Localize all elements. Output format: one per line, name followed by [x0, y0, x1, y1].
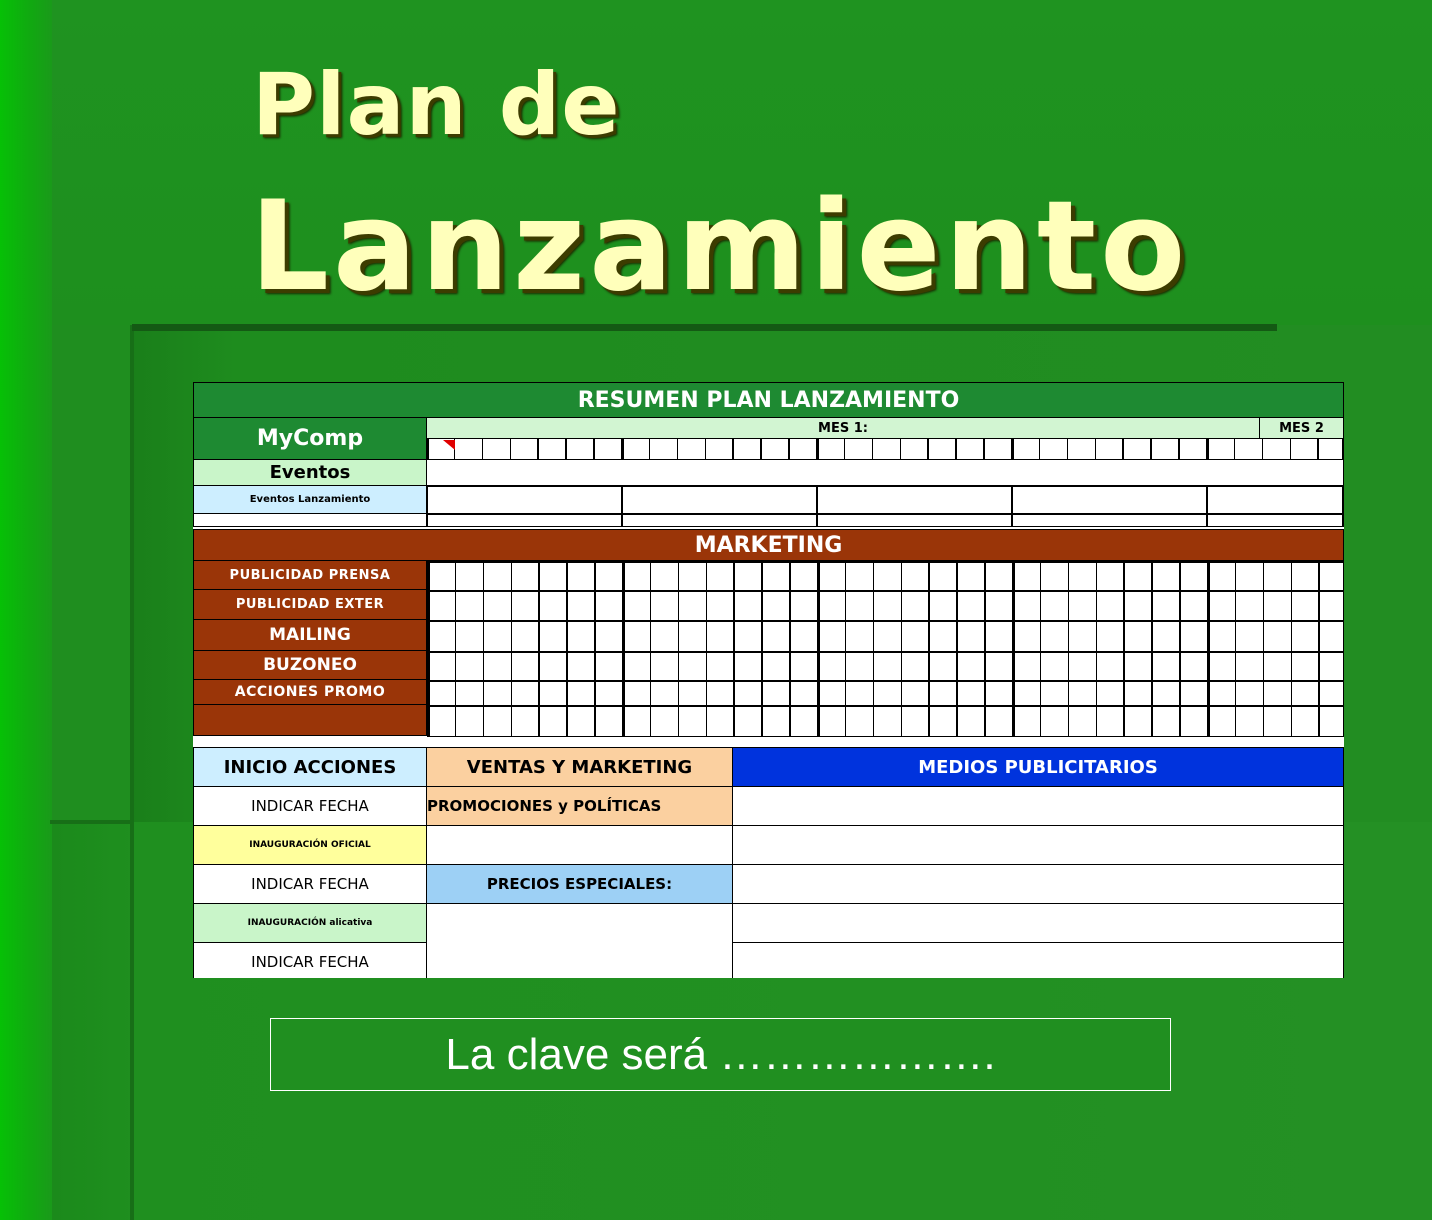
grid-line	[789, 561, 791, 737]
ventas-marketing-label: VENTAS Y MARKETING	[426, 747, 733, 787]
grid-line	[565, 438, 567, 460]
grid-line	[928, 561, 930, 737]
month2-label: MES 2	[1259, 417, 1344, 439]
medios-row	[732, 786, 1344, 826]
indicar-fecha-1: INDICAR FECHA	[193, 786, 427, 826]
promociones-label: PROMOCIONES y POLÍTICAS	[426, 786, 733, 826]
indicar-fecha-2: INDICAR FECHA	[193, 864, 427, 904]
title-underline	[132, 324, 1277, 331]
grid-line	[650, 561, 652, 737]
background-left-strip	[0, 0, 52, 1220]
medios-publicitarios-header: MEDIOS PUBLICITARIOS	[732, 747, 1344, 787]
grid-line	[426, 485, 428, 514]
grid-line	[677, 438, 679, 460]
grid-line	[1342, 438, 1344, 460]
grid-line	[900, 438, 902, 460]
grid-line	[817, 561, 820, 737]
grid-line	[1179, 561, 1181, 737]
grid-line	[816, 513, 818, 527]
marketing-row-label	[193, 704, 427, 736]
precios-especiales-label: PRECIOS ESPECIALES:	[426, 864, 733, 904]
grid-line	[788, 438, 790, 460]
grid-line	[1291, 561, 1293, 737]
grid-line	[1012, 561, 1015, 737]
grid-line	[705, 438, 707, 460]
spacer-cell	[193, 513, 427, 527]
grid-line	[426, 513, 428, 527]
grid-line	[1342, 513, 1344, 527]
grid-line	[649, 438, 651, 460]
grid-line	[537, 438, 539, 460]
grid-line	[1178, 438, 1180, 460]
marketing-row-label: PUBLICIDAD PRENSA	[193, 560, 427, 590]
slide-title-line2: Lanzamiento	[250, 175, 1190, 319]
grid-line	[927, 438, 929, 460]
events-row	[426, 459, 1344, 486]
grid-line	[1290, 438, 1292, 460]
marketing-row-label: MAILING	[193, 619, 427, 651]
grid-line	[566, 561, 568, 737]
grid-line	[1150, 438, 1152, 460]
caption-box	[270, 1018, 1171, 1091]
grid-line	[1317, 438, 1319, 460]
medios-row	[732, 942, 1344, 978]
grid-line	[1263, 561, 1265, 737]
grid-line	[1151, 561, 1153, 737]
grid-line	[1342, 485, 1344, 514]
indicar-fecha-3: INDICAR FECHA	[193, 942, 427, 978]
grid-line	[1068, 561, 1070, 737]
caption-text: La clave será ……………….	[445, 1029, 996, 1079]
grid-line	[1206, 485, 1208, 514]
grid-line	[1207, 561, 1210, 737]
grid-line	[455, 561, 457, 737]
ventas-empty-cell	[426, 825, 733, 865]
inauguracion-alternativa-label: INAUGURACIÓN alicativa	[193, 903, 427, 943]
grid-line	[621, 485, 623, 514]
inicio-acciones-label: INICIO ACCIONES	[193, 747, 427, 787]
grid-line	[1039, 438, 1041, 460]
grid-line	[1123, 561, 1125, 737]
grid-line	[956, 561, 958, 737]
grid-line	[1011, 485, 1013, 514]
grid-line	[1122, 438, 1124, 460]
grid-line	[427, 561, 430, 737]
marketing-row-label: BUZONEO	[193, 650, 427, 680]
grid-line	[732, 438, 734, 460]
grid-line	[426, 438, 429, 460]
grid-line	[1095, 438, 1097, 460]
grid-line	[984, 561, 986, 737]
grid-line	[1206, 438, 1209, 460]
grid-line	[1011, 438, 1014, 460]
events-launch-label: Eventos Lanzamiento	[193, 485, 427, 514]
slide-title-line1: Plan de	[252, 55, 621, 155]
inauguracion-oficial-label: INAUGURACIÓN OFICIAL	[193, 825, 427, 865]
grid-line	[816, 485, 818, 514]
grid-line	[844, 438, 846, 460]
grid-line	[678, 561, 680, 737]
grid-line	[955, 438, 957, 460]
grid-line	[816, 438, 819, 460]
grid-line	[622, 561, 625, 737]
panel-shadow	[130, 325, 134, 1220]
launch-plan-spreadsheet	[193, 382, 1344, 978]
marketing-row-label: PUBLICIDAD EXTER	[193, 589, 427, 620]
grid-line	[538, 561, 540, 737]
grid-line	[873, 561, 875, 737]
grid-line	[901, 561, 903, 737]
grid-line	[1234, 438, 1236, 460]
grid-line	[482, 438, 484, 460]
grid-line	[594, 561, 596, 737]
grid-line	[761, 561, 763, 737]
day-grid	[426, 438, 1344, 460]
grid-line	[621, 438, 624, 460]
grid-line	[511, 561, 513, 737]
marketing-grid	[426, 560, 1344, 736]
events-launch-row	[426, 485, 1344, 514]
spacer-row	[426, 513, 1344, 527]
grid-line	[983, 438, 985, 460]
grid-line	[1040, 561, 1042, 737]
medios-row	[732, 864, 1344, 904]
grid-line	[1067, 438, 1069, 460]
grid-line	[1318, 561, 1320, 737]
grid-line	[1011, 513, 1013, 527]
grid-line	[845, 561, 847, 737]
grid-line	[1343, 561, 1344, 737]
medios-row	[732, 825, 1344, 865]
grid-line	[510, 438, 512, 460]
events-label: Eventos	[193, 459, 427, 486]
grid-line	[1206, 513, 1208, 527]
medios-row	[732, 903, 1344, 943]
comment-marker-icon	[443, 440, 455, 450]
grid-line	[706, 561, 708, 737]
month1-label: MES 1:	[426, 417, 1260, 439]
company-name: MyComp	[193, 417, 427, 460]
grid-line	[593, 438, 595, 460]
panel-shadow	[50, 820, 134, 824]
grid-line	[872, 438, 874, 460]
marketing-header: MARKETING	[193, 529, 1344, 561]
grid-line	[483, 561, 485, 737]
ventas-empty-cell	[426, 903, 733, 978]
grid-line	[621, 513, 623, 527]
grid-line	[1262, 438, 1264, 460]
sheet-title: RESUMEN PLAN LANZAMIENTO	[193, 382, 1344, 418]
grid-line	[1096, 561, 1098, 737]
grid-line	[1235, 561, 1237, 737]
grid-line	[733, 561, 735, 737]
grid-line	[760, 438, 762, 460]
marketing-row-label: ACCIONES PROMO	[193, 679, 427, 705]
